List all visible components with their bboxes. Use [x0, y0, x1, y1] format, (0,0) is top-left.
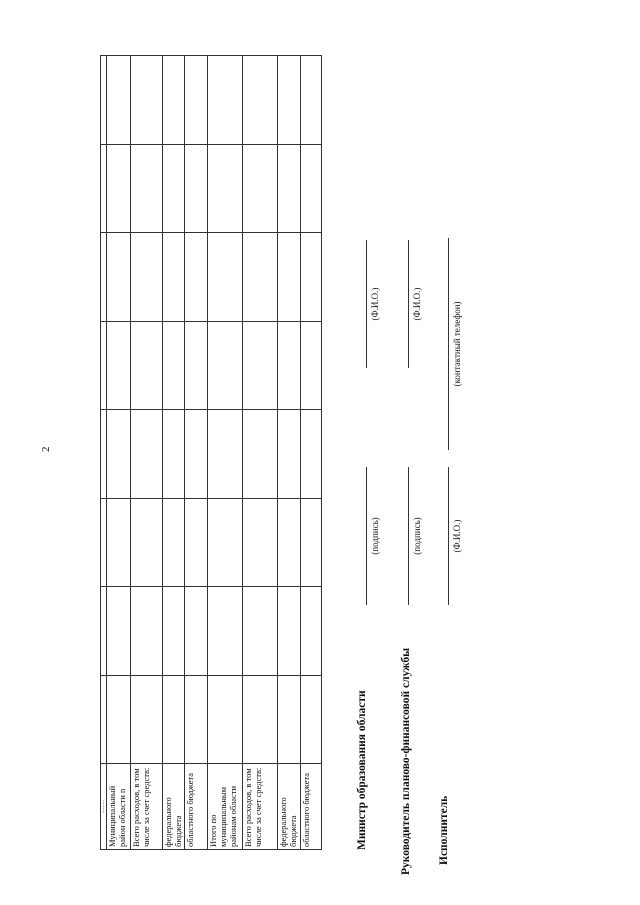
- table-cell: [242, 410, 277, 499]
- row-label: федерального бюджета: [162, 797, 183, 847]
- table-cell: [278, 144, 300, 233]
- table-cell-label: [185, 764, 207, 850]
- table-cell: [300, 56, 321, 145]
- table-cell: [107, 498, 130, 587]
- table-cell-label: [278, 764, 300, 850]
- table-cell: [278, 233, 300, 322]
- table-cell: [107, 321, 130, 410]
- table-cell: [185, 233, 207, 322]
- table-cell: [185, 321, 207, 410]
- table-cell: [207, 233, 242, 322]
- table-cell: [107, 144, 130, 233]
- table-cell: [162, 410, 184, 499]
- table-cell: [130, 233, 162, 322]
- table-cell: [185, 498, 207, 587]
- table-cell: [162, 321, 184, 410]
- table-row: [242, 56, 277, 850]
- table-cell: [278, 498, 300, 587]
- table-cell: [207, 498, 242, 587]
- signature-caption: (подпись): [412, 517, 422, 555]
- name-caption: (Ф.И.О.): [370, 287, 380, 321]
- table-cell: [278, 410, 300, 499]
- table-cell: [162, 144, 184, 233]
- row-label: областного бюджета: [185, 772, 196, 847]
- table-cell: [278, 56, 300, 145]
- table-row: [107, 56, 130, 850]
- signature-block: [350, 0, 470, 905]
- table-cell: [242, 498, 277, 587]
- report-table: [100, 55, 322, 850]
- table-cell: [207, 410, 242, 499]
- row-label: областного бюджета: [300, 772, 311, 847]
- table-cell: [185, 56, 207, 145]
- table-cell: [278, 675, 300, 764]
- table-row: [278, 56, 300, 850]
- minister-title: Министр образования области: [356, 690, 368, 850]
- table-row: [162, 56, 184, 850]
- page-number: 2: [40, 446, 52, 452]
- table-cell: [207, 321, 242, 410]
- table-cell: [242, 587, 277, 676]
- table-cell: [130, 675, 162, 764]
- table-cell: [300, 675, 321, 764]
- signature-caption: (подпись): [370, 517, 380, 555]
- row-label: федерального бюджета: [278, 797, 299, 847]
- row-label: Всего расходов, в том числе за счет средств:: [242, 767, 263, 847]
- name-caption: (Ф.И.О.): [412, 287, 422, 321]
- table-cell-label: [300, 764, 321, 850]
- table-cell: [130, 56, 162, 145]
- table-cell: [300, 498, 321, 587]
- table-cell: [162, 675, 184, 764]
- table-cell-label: [242, 764, 277, 850]
- table-cell: [107, 675, 130, 764]
- table-cell: [300, 587, 321, 676]
- table-cell: [300, 233, 321, 322]
- phone-line: [448, 238, 449, 450]
- table-cell: [162, 587, 184, 676]
- row-label: Итого по муниципальным районам области: [207, 785, 238, 847]
- table-cell: [107, 587, 130, 676]
- table-cell-label: [162, 764, 184, 850]
- table-cell: [162, 233, 184, 322]
- table-cell: [130, 321, 162, 410]
- table-cell: [185, 410, 207, 499]
- table-cell: [130, 587, 162, 676]
- table-cell: [130, 410, 162, 499]
- table-cell: [185, 144, 207, 233]
- table-cell: [278, 321, 300, 410]
- table-row: [185, 56, 207, 850]
- table-cell: [242, 56, 277, 145]
- row-label: Муниципальный район области n: [107, 785, 128, 847]
- table-cell: [300, 144, 321, 233]
- table-cell: [107, 410, 130, 499]
- name-line: [448, 467, 449, 605]
- table-cell-label: [130, 764, 162, 850]
- executor-title: Исполнитель: [438, 795, 450, 865]
- signature-line: [366, 467, 367, 605]
- table-cell: [207, 675, 242, 764]
- phone-caption: (контактный телефон): [452, 301, 462, 387]
- table-cell: [107, 56, 130, 145]
- table-row: [130, 56, 162, 850]
- table-cell: [300, 410, 321, 499]
- table-cell: [162, 56, 184, 145]
- table-cell: [185, 675, 207, 764]
- ellipsis-text: .........: [100, 799, 106, 814]
- table-cell-label: [207, 764, 242, 850]
- table-row: [207, 56, 242, 850]
- table-cell: [130, 144, 162, 233]
- table-cell: [185, 587, 207, 676]
- name-line: [408, 240, 409, 368]
- signature-line: [408, 467, 409, 605]
- row-label: Всего расходов, в том числе за счет средств:: [130, 767, 151, 847]
- table-cell: [207, 587, 242, 676]
- table-cell: [130, 498, 162, 587]
- table-cell: [242, 321, 277, 410]
- table-cell: [242, 675, 277, 764]
- table-cell-label: [107, 764, 130, 850]
- table-cell: [207, 56, 242, 145]
- report-table-rotated: [100, 55, 322, 850]
- table-cell: [242, 233, 277, 322]
- table-cell: [207, 144, 242, 233]
- table-cell: [162, 498, 184, 587]
- name-caption: (Ф.И.О.): [452, 519, 462, 553]
- table-row: [300, 56, 321, 850]
- table-cell: [278, 587, 300, 676]
- table-cell: [107, 233, 130, 322]
- head-title: Руководитель планово-финансовой службы: [400, 647, 412, 875]
- name-line: [366, 240, 367, 368]
- table-cell: [300, 321, 321, 410]
- table-cell: [242, 144, 277, 233]
